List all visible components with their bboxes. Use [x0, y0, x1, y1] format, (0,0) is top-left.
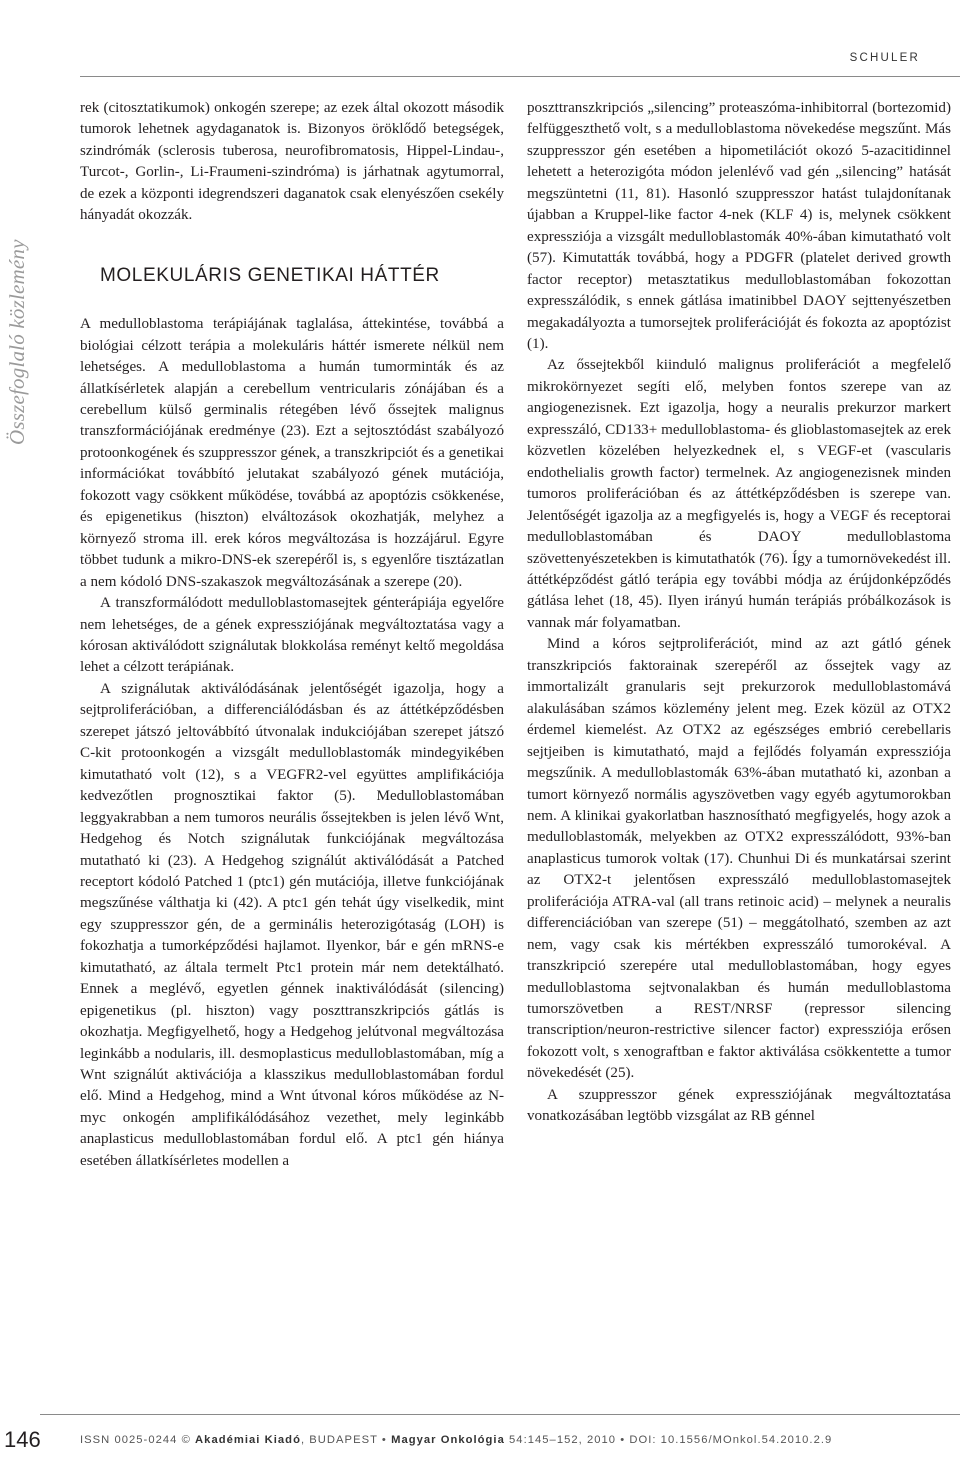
running-header: SCHULER: [849, 52, 920, 64]
body-paragraph: A szuppresszor gének expressziójának megváltoztatása vonatkozásában legtöbb vizsgálat az RB génnel: [527, 1086, 951, 1125]
page-number: 146: [4, 1427, 41, 1452]
footer-journal: Magyar Onkológia: [391, 1434, 505, 1446]
section-heading: MOLEKULÁRIS GENETIKAI HÁTTÉR: [100, 264, 440, 286]
footer-rule: [40, 1414, 960, 1415]
body-paragraph-intro: rek (citosztatikumok) onkogén szerepe; az ezek által okozott második tumorok lehetnek agydaganatok is. Bizonyos öröklődő betegségek, szindrómák (sclerosis tuberosa, neurofibromatosis, Hippel-Lindau-, Turcot-, Gorlin-, Li-Fraumeni-szindróma) is járhatnak agytumorral, de ezek a központi idegrendszeri daganatok csak elenyészően csekély hányadát okozzák.: [80, 100, 504, 224]
footer-volume-doi: 54:145–152, 2010 • DOI: 10.1556/MOnkol.54.2010.2.9: [509, 1434, 833, 1446]
right-column: [527, 98, 951, 1128]
body-paragraph: A transzformálódott medulloblastomasejtek génterápiája egyelőre nem lehetséges, de a gének expressziójának megváltoztatása vagy a kórosan aktiválódott szignálutak blokkolása reményt keltő megoldása lehet a célzott terápiának.: [80, 595, 504, 676]
footer-publisher: Akadémiai Kiadó: [195, 1434, 301, 1446]
footer-issn: ISSN 0025-0244 ©: [80, 1434, 191, 1446]
body-paragraph: A medulloblastoma terápiájának taglalása, áttekintése, továbbá a biológiai célzott terápia a molekuláris háttér ismerete nélkül nem lehetséges. A medulloblastoma a humán tumorminták és az állatkísérletek alapján a cerebellum ventricularis zónájában és a cerebellum külső germinalis rétegében lévő őssejtek malignus transzformációjának eredménye (23). Ezt a sejtosztódást szabályozó protoonkogének és szuppresszor gének, a transzkripciót és a genetikai információkat továbbító jelutakat szabályozó gének mutációja, fokozott vagy csökkent működése, továbbá az apoptózis csökkenése, és epigenetikus (hiszton) elváltozások okozhatják, melyhez a környező stroma ill. erek kóros megváltozása is hozzájárul. Egyre többet tudunk a mikro-DNS-ek szerepéről is, s egyenlőre tisztázatlan a nem kódoló DNS-szakaszok megváltozásának a szerepe (20).: [80, 316, 504, 590]
footer-city: , BUDAPEST •: [300, 1434, 387, 1446]
body-paragraph: poszttranszkripciós „silencing” proteaszóma-inhibitorral (bortezomid) felfüggeszthető volt, s a medulloblastoma növekedése megszűnt. Más szuppresszor gén esetében a hipometilációt okozó 5-azacitidinnel lehetett a heterozigóta módon jelenlévő vad gén „silencing” hatását megszüntetni (11, 81). Hasonló szuppresszor hatást tulajdonítanak újabban a Kruppel-like factor 4-nek (KLF 4) is, melynek csökkent expressziója a vizsgált medulloblastomák 40%-ában kimutatható volt (57). Kimutatták továbbá, hogy a PDGFR (platelet derived growth factor receptor) metasztatikus medulloblastomában fokozottan expresszálódik, s ennek gátlása imatinibbel DAOY sejttenyészetben megakadályozta a tumorsejtek proliferációját és fokozta az apoptózist (1).: [527, 100, 951, 352]
article-type-label: Összefoglaló közlemény: [5, 239, 29, 445]
header-rule: [80, 76, 960, 77]
body-paragraph: A szignálutak aktiválódásának jelentőségét igazolja, hogy a sejtproliferációban, a differenciálódásban és az áttétképződésben szerepet játszó jeltovábbító útvonalak indukciójában szerepet játszó C-kit protoonkogén a vizsgált medulloblastomák mindegyikében kimutatható volt (12), s a VEGFR2-vel együttes amplifikációja kedvezőtlen prognosztikai faktor (5). Medulloblastomában leggyakrabban a nem tumoros neurális őssejtekben is jelen lévő Wnt, Hedgehog és Notch szignálutak funkciójának megváltozása mutatható ki (23). A Hedgehog szignálút aktiválódását a Patched receptort kódoló Patched 1 (ptc1) gén mutációja, illetve funkciójának megszűnése válthatja ki (42). A ptc1 gén tehát úgy viselkedik, mint egy szuppresszor gén, de a germinális heterozigótaság (LOH) is fokozhatja a tumorképződési hajlamot. Ilyenkor, bár e gén mRNS-e kimutatható, az általa termelt Ptc1 protein már nem detektálható. Ennek a meglévő, egyetlen génnek inaktiválódását (silencing) epigenetikus (pl. hiszton) vagy poszttranszkripciós gátlás is okozhatja. Megfigyelhető, hogy a Hedgehog jelútvonal megváltozása leginkább a nodularis, ill. desmoplasticus medulloblastomában, míg a Wnt szignálút aktivációja a klasszikus medulloblastomában fordul elő. Mind a Hedgehog, mind a Wnt útvonal kóros működése az N-myc onkogén amplifikálódásához vezethet, mely leginkább anaplasticus medulloblastomában fordul elő. A ptc1 gén hiánya esetében állatkísérletes modellen a: [80, 680, 504, 1169]
body-paragraph: Az őssejtekből kiinduló malignus proliferációt a megfelelő mikrokörnyezet segíti elő, melyben fontos szerepe van az angiogenezisnek. Ezt igazolja, hogy a neuralis prekurzor markert expresszáló, CD133+ medulloblastoma- és glioblastomasejtek az erek közvetlen közelében helyezkednek el, s VEGF-et (vascularis endothelialis growth factor) termelnek. Az angiogenezisnek minden tumoros proliferációban és az áttétképződésben is szerepe van. Jelentőségét igazolja az a megfigyelés is, hogy a VEGF és receptorai medulloblastomában és DAOY medulloblastoma szövettenyészetekben is kimutathatók (76). Így a tumornövekedést ill. áttétképződést gátló terápia egy további módja az érújdonképződés gátlása lehet (18, 45). Ilyen irányú humán terápiás próbálkozások is vannak már folyamatban.: [527, 357, 951, 631]
left-column: [80, 98, 504, 1172]
body-paragraph: Mind a kóros sejtproliferációt, mind az azt gátló gének transzkripciós faktorainak szerepéről az őssejtek vagy az immortalizált granularis sejt prekurzorok medulloblastomává alakulásában számos közlemény jelent meg. Ezek közül az OTX2 érdemel kiemelést. Az OTX2 az egészséges embrió cerebellaris sejtjeiben is kimutatható, majd a fejlődés folyamán expressziója megszűnik. A medulloblastomák 63%-ában mutatható ki, azonban a tumort környező normális agyszövetben vagy egyéb agytumorokban nem. A klinikai gyakorlatban hasznosítható megfigyelés, hogy azok a medulloblastomák, melyekben az OTX2 expresszálódott, 93%-ban anaplasticus tumorok voltak (17). Chunhui Di és munkatársai szerint az OTX2-t jelentősen expresszáló medulloblastomasejtek proliferációja ATRA-val (all trans retinoic acid) – melynek a neuralis differenciációban van szerepe (51) – meggátolható, szemben az azt nem, vagy csak kis mértékben expresszáló tumorokéval. A transzkripció szerepére utal medulloblastomában, hogy egyes medulloblastoma sejtvonalakban és humán medulloblastoma tumorszövetben a REST/NRSF (repressor silencing transcription/neuron-restrictive silencer factor) expressziója erősen fokozott volt, s xenograftban e faktor aktiválása csökkentette a tumor növekedését (25).: [527, 636, 951, 1082]
footer-citation: [80, 1434, 960, 1446]
